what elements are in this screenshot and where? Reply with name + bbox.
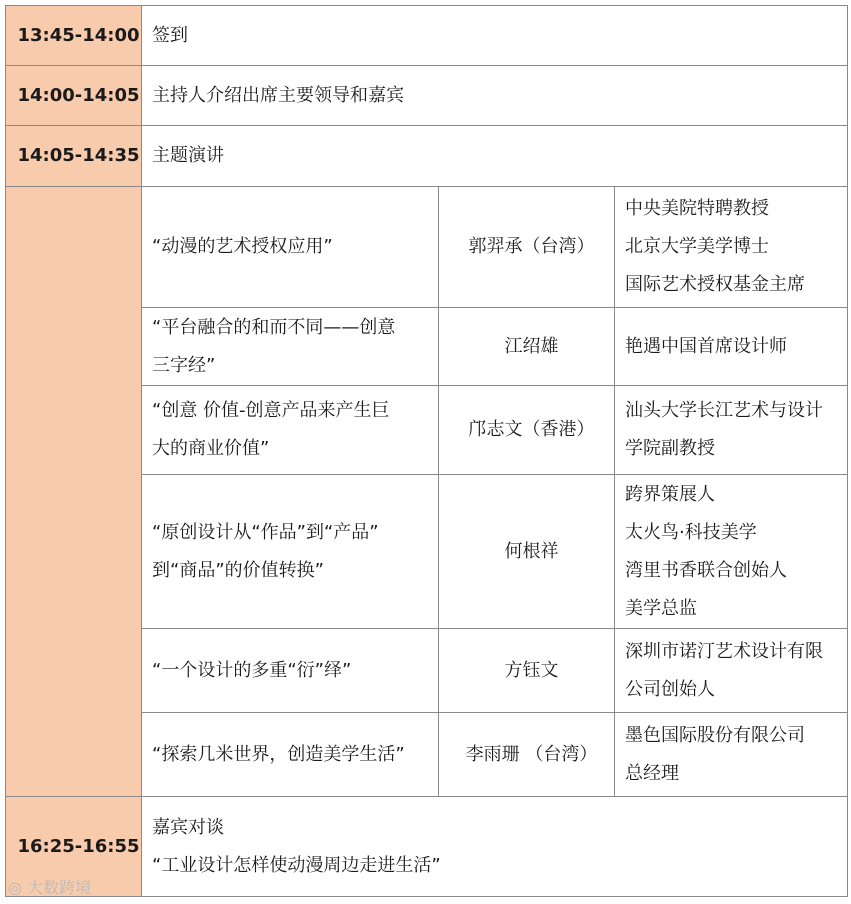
talk-title-line: “平台融合的和而不同——创意: [152, 316, 396, 338]
speaker-bio: [615, 629, 848, 713]
bio-line: 总经理: [625, 762, 679, 784]
dialogue-row: [6, 797, 848, 897]
bio-line: 美学总监: [625, 597, 697, 619]
talk-title: [142, 187, 439, 308]
bio-line: 深圳市诺汀艺术设计有限: [625, 640, 823, 662]
agenda-table: [5, 5, 848, 897]
time-cell: 16:25-16:55: [6, 797, 142, 897]
talk-title-line: 三字经”: [152, 354, 216, 376]
agenda-item: 签到: [142, 6, 848, 66]
bio-line: 学院副教授: [625, 438, 715, 459]
talk-title-line: “一个设计的多重“衍”绎”: [152, 659, 352, 681]
speaker-bio: [615, 308, 848, 386]
talk-title-line: “原创设计从“作品”到“产品”: [152, 521, 379, 543]
bio-line: 太火鸟·科技美学: [625, 521, 757, 543]
bio-line: 公司创始人: [625, 678, 715, 700]
watermark-text: 大数跨境: [27, 878, 92, 897]
dialogue-cell: [142, 797, 848, 897]
dialogue-topic: “工业设计怎样使动漫周边走进生活”: [152, 854, 441, 876]
agenda-item: 主持人介绍出席主要领导和嘉宾: [142, 66, 848, 126]
talk-title: [142, 629, 439, 713]
time-cell: 14:00-14:05: [6, 66, 142, 126]
talk-title-line: “创意 价值-创意产品来产生巨: [152, 400, 390, 421]
talk-title-line: “探索几米世界，创造美学生活”: [152, 743, 405, 765]
watermark-logo-icon: ◎: [8, 878, 22, 897]
speaker-name: 李雨珊 （台湾）: [439, 713, 615, 797]
speaker-bio: [615, 475, 848, 629]
talk-title: [142, 475, 439, 629]
speaker-name: 郭羿承（台湾）: [439, 187, 615, 308]
speaker-name: 邝志文（香港）: [439, 386, 615, 475]
agenda-row: [6, 66, 848, 126]
speaker-name: 方钰文: [439, 629, 615, 713]
speaker-bio: [615, 187, 848, 308]
bio-line: 中央美院特聘教授: [625, 198, 769, 219]
talk-title-line: 大的商业价值”: [152, 438, 270, 459]
watermark: [8, 875, 91, 898]
bio-line: 湾里书香联合创始人: [625, 559, 787, 581]
talk-title: [142, 386, 439, 475]
bio-line: 北京大学美学博士: [625, 236, 769, 257]
time-cell: 13:45-14:00: [6, 6, 142, 66]
bio-line: 艳遇中国首席设计师: [625, 335, 787, 357]
talk-title-line: “动漫的艺术授权应用”: [152, 236, 333, 257]
agenda-row: [6, 6, 848, 66]
dialogue-label: 嘉宾对谈: [152, 816, 224, 838]
speaker-bio: [615, 386, 848, 475]
speaker-name: 江绍雄: [439, 308, 615, 386]
bio-line: 汕头大学长江艺术与设计: [625, 400, 823, 421]
time-cell-blank: [6, 187, 142, 797]
speaker-bio: [615, 713, 848, 797]
talk-title: [142, 308, 439, 386]
talk-title: [142, 713, 439, 797]
bio-line: 跨界策展人: [625, 483, 715, 505]
bio-line: 墨色国际股份有限公司: [625, 724, 805, 746]
agenda-row: [6, 126, 848, 187]
time-cell: 14:05-14:35: [6, 126, 142, 187]
agenda-item: 主题演讲: [142, 126, 848, 187]
speaker-name: 何根祥: [439, 475, 615, 629]
talk-title-line: 到“商品”的价值转换”: [152, 559, 324, 581]
talk-row: [6, 187, 848, 308]
bio-line: 国际艺术授权基金主席: [625, 274, 805, 295]
